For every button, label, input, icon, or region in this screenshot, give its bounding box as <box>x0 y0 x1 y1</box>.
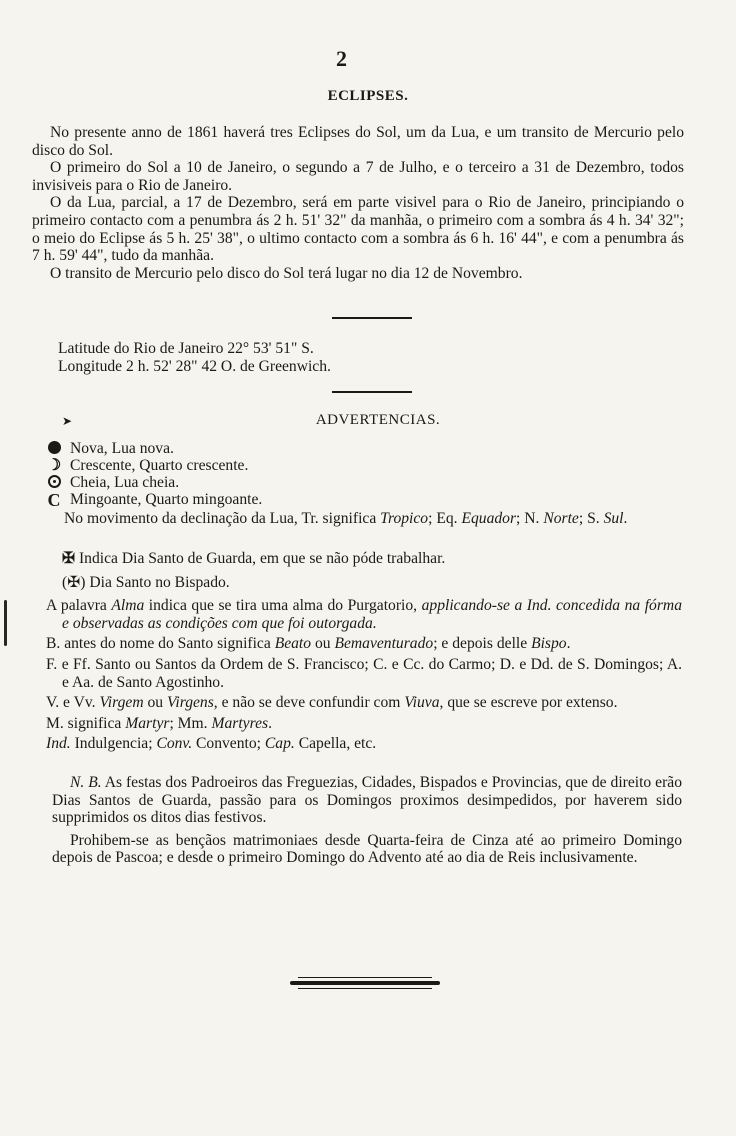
divider-1 <box>332 317 412 319</box>
phase-waning <box>46 491 262 508</box>
nb-note <box>52 774 682 827</box>
ind-t3: Capella, etc. <box>294 735 377 753</box>
beato-post: ; e depois delle <box>433 635 532 653</box>
alma-italic: applicando-se a Ind. concedida na fórma e observadas as condições com que foi outorgada. <box>62 597 682 632</box>
term-cap: Cap. <box>264 735 295 753</box>
eclipses-mercury: O transito de Mercurio pelo disco do Sol terá lugar no dia 12 de Novembro. <box>50 264 523 282</box>
term-virgem: Virgem <box>99 694 144 712</box>
eclipses-sun: O primeiro do Sol a 10 de Janeiro, o segundo a 7 de Julho, e o terceiro a 31 de Dezembro, todos invisiveis para o Rio de Janeiro. <box>32 159 684 194</box>
virgem-note <box>46 694 682 712</box>
closing-notes <box>52 774 682 867</box>
full-moon-icon <box>46 475 62 491</box>
declination-text-4: ; S. <box>578 510 604 527</box>
phase-full <box>46 474 179 491</box>
declination-text-3: ; N. <box>516 510 544 527</box>
ind-t1: Indulgencia; <box>70 735 157 753</box>
term-martyres: Martyres <box>211 714 269 732</box>
virgem-mid2: , e não se deve confundir com <box>213 694 405 712</box>
term-martyr: Martyr <box>125 714 170 732</box>
guarda-text: Indica Dia Santo de Guarda, em que se não póde trabalhar. <box>78 550 446 567</box>
declination-text-2: ; Eq. <box>428 510 462 527</box>
cross-icon: ✠ <box>62 550 76 567</box>
nb-text: As festas dos Padroeiros das Freguezias, Cidades, Bispados e Provincias, que de direito erão Dias Santos de Guarda, passão para os Domingos proximos desimpedidos, por haverem sido supprimidos os ditos dias festivos. <box>52 774 682 827</box>
closing-ornament <box>290 976 440 990</box>
eclipses-section <box>32 124 684 282</box>
term-alma: Alma <box>111 597 145 615</box>
beato-mid: ou <box>311 635 335 653</box>
new-moon-icon <box>46 441 62 457</box>
phase-crescent <box>46 457 248 474</box>
declination-text-5: . <box>623 510 628 527</box>
guarda-note <box>46 550 682 568</box>
term-sul: Sul <box>603 510 624 527</box>
eclipses-heading: ECLIPSES. <box>327 88 409 104</box>
nb-label: N. B. <box>70 774 102 791</box>
advertencias-heading: ADVERTENCIAS. <box>315 412 441 428</box>
martyr-mid: ; Mm. <box>169 714 212 732</box>
virgem-post: , que se escreve por extenso. <box>439 694 618 712</box>
beato-end: . <box>566 635 571 653</box>
phase-crescent-label: Crescente, Quarto crescente. <box>70 457 249 474</box>
crescent-moon-icon: ☽ <box>46 456 62 474</box>
phase-new <box>46 440 174 457</box>
page-number: 2 <box>336 46 347 71</box>
alma-note <box>46 597 682 632</box>
phase-new-label: Nova, Lua nova. <box>70 440 174 457</box>
term-bemaventurado: Bemaventurado <box>334 635 434 653</box>
eclipses-moon: O da Lua, parcial, a 17 de Dezembro, será em parte visivel para o Rio de Janeiro, principiando o primeiro contacto com a penumbra ás 2 h. 51' 32" da manhãa, o primeiro com a sombra ás 4 h. 34' 32"; o meio do Eclipse ás 5 h. 25' 38", o ultimo contacto com a sombra ás 6 h. 16' 44", e com a penumbra ás 7 h. 59' 44", tudo da manhãa. <box>32 194 684 265</box>
term-ind: Ind. <box>46 735 71 753</box>
term-tropico: Tropico <box>380 510 429 527</box>
bispado-text: Dia Santo no Bispado. <box>89 573 230 591</box>
longitude-line: Longitude 2 h. 52' 28" 42 O. de Greenwich. <box>58 358 331 375</box>
divider-2 <box>332 391 412 393</box>
waning-moon-icon: C <box>47 489 61 510</box>
bracketed-cross-icon: (✠) <box>62 573 86 591</box>
martyr-pre: M. significa <box>46 714 126 732</box>
virgem-pre: V. e Vv. <box>46 694 100 712</box>
term-viuva: Viuva <box>404 694 440 712</box>
abbreviations-list <box>46 550 682 756</box>
term-conv: Conv. <box>156 735 193 753</box>
latitude-line: Latitude do Rio de Janeiro 22° 53' 51" S. <box>58 340 314 357</box>
term-bispo: Bispo <box>531 635 567 653</box>
binding-mark <box>4 600 7 646</box>
martyr-note <box>46 715 682 733</box>
prohibem-note: Prohibem-se as bençãos matrimoniaes desde Quarta-feira de Cinza até ao primeiro Domingo depois de Pascoa; e desde o primeiro Domingo do Advento até ao dia de Reis inclusivamente. <box>52 831 682 867</box>
martyr-end: . <box>268 714 272 732</box>
eclipses-intro: No presente anno de 1861 haverá tres Eclipses do Sol, um da Lua, e um transito de Mercurio pelo disco do Sol. <box>32 124 684 159</box>
bispado-note <box>46 574 682 592</box>
virgem-mid: ou <box>143 694 167 712</box>
term-norte: Norte <box>543 510 579 527</box>
phase-full-label: Cheia, Lua cheia. <box>70 474 180 491</box>
beato-pre: B. antes do nome do Santo significa <box>46 635 275 653</box>
pointer-mark: ➤ <box>62 414 73 428</box>
ind-t2: Convento; <box>192 735 265 753</box>
term-virgens: Virgens <box>167 694 214 712</box>
orders-note: F. e Ff. Santo ou Santos da Ordem de S. Francisco; C. e Cc. do Carmo; D. e Dd. de S. Domingos; A. e Aa. de Santo Agostinho. <box>46 655 682 691</box>
declination-text-1: No movimento da declinação da Lua, Tr. significa <box>64 510 381 527</box>
phase-waning-label: Mingoante, Quarto mingoante. <box>70 491 263 508</box>
declination-note <box>46 510 682 528</box>
alma-mid: indica que se tira uma alma do Purgatorio, <box>144 597 422 615</box>
ind-note <box>46 735 682 753</box>
alma-pre: A palavra <box>46 597 112 615</box>
term-beato: Beato <box>274 635 312 653</box>
term-equador: Equador <box>461 510 517 527</box>
beato-note <box>46 635 682 653</box>
